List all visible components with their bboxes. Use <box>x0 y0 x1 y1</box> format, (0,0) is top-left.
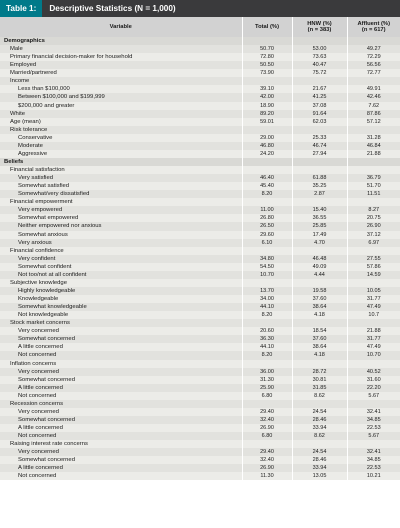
table-row <box>0 166 400 174</box>
hnw-value: 4.44 <box>292 271 347 279</box>
row-label: Somewhat concerned <box>0 416 242 424</box>
section-row <box>0 158 400 166</box>
hnw-value: 24.54 <box>292 448 347 456</box>
table-row <box>0 448 400 456</box>
header-row <box>0 17 400 37</box>
hnw-value <box>292 37 347 45</box>
hnw-value: 27.94 <box>292 150 347 158</box>
affluent-value: 10.21 <box>347 472 400 480</box>
hnw-value: 62.03 <box>292 118 347 126</box>
table-row <box>0 222 400 230</box>
hnw-value <box>292 400 347 408</box>
header-hnw <box>292 17 347 37</box>
hnw-value: 28.72 <box>292 368 347 376</box>
affluent-value: 34.85 <box>347 456 400 464</box>
total-value: 59.01 <box>242 118 292 126</box>
row-label: Risk tolerance <box>0 126 242 134</box>
total-value: 26.80 <box>242 214 292 222</box>
table-row <box>0 319 400 327</box>
total-value: 44.10 <box>242 303 292 311</box>
row-label: Not concerned <box>0 472 242 480</box>
hnw-value: 25.85 <box>292 222 347 230</box>
header-affluent-label: Affluent (%) <box>357 20 391 27</box>
affluent-value <box>347 37 400 45</box>
table-row <box>0 384 400 392</box>
affluent-value: 6.97 <box>347 239 400 247</box>
affluent-value <box>347 279 400 287</box>
total-value <box>242 319 292 327</box>
row-label: A little concerned <box>0 424 242 432</box>
row-label: Somewhat satisfied <box>0 182 242 190</box>
affluent-value: 10.05 <box>347 287 400 295</box>
total-value: 32.40 <box>242 456 292 464</box>
total-value: 11.30 <box>242 472 292 480</box>
affluent-value: 31.77 <box>347 295 400 303</box>
hnw-value: 13.05 <box>292 472 347 480</box>
total-value: 29.00 <box>242 134 292 142</box>
affluent-value <box>347 126 400 134</box>
table-number: Table 1: <box>0 0 42 17</box>
hnw-value <box>292 440 347 448</box>
total-value: 32.40 <box>242 416 292 424</box>
row-label: Not knowledgeable <box>0 311 242 319</box>
row-label: Somewhat/very dissatisfied <box>0 190 242 198</box>
total-value <box>242 279 292 287</box>
total-value: 89.20 <box>242 110 292 118</box>
total-value: 24.20 <box>242 150 292 158</box>
total-value: 29.60 <box>242 231 292 239</box>
table-title: Descriptive Statistics (N = 1,000) <box>49 4 176 13</box>
affluent-value: 46.84 <box>347 142 400 150</box>
hnw-value: 2.87 <box>292 190 347 198</box>
total-value: 20.60 <box>242 327 292 335</box>
hnw-value: 41.25 <box>292 93 347 101</box>
table-row <box>0 424 400 432</box>
table-row <box>0 376 400 384</box>
row-label: A little concerned <box>0 384 242 392</box>
table-row <box>0 45 400 53</box>
table-row <box>0 93 400 101</box>
total-value: 39.10 <box>242 85 292 93</box>
row-label: White <box>0 110 242 118</box>
hnw-value <box>292 360 347 368</box>
total-value: 10.70 <box>242 271 292 279</box>
row-label: Very confident <box>0 255 242 263</box>
row-label: Demographics <box>0 37 242 45</box>
affluent-value: 8.27 <box>347 206 400 214</box>
hnw-value <box>292 279 347 287</box>
total-value: 13.70 <box>242 287 292 295</box>
total-value <box>242 440 292 448</box>
affluent-value: 5.67 <box>347 432 400 440</box>
table-row <box>0 61 400 69</box>
table-row <box>0 231 400 239</box>
table-row <box>0 408 400 416</box>
row-label: Inflation concerns <box>0 360 242 368</box>
hnw-value: 75.72 <box>292 69 347 77</box>
row-label: Moderate <box>0 142 242 150</box>
affluent-value <box>347 158 400 166</box>
row-label: Male <box>0 45 242 53</box>
affluent-value: 42.46 <box>347 93 400 101</box>
row-label: Not concerned <box>0 351 242 359</box>
hnw-value <box>292 77 347 85</box>
hnw-value: 8.62 <box>292 432 347 440</box>
row-label: Raising interest rate concerns <box>0 440 242 448</box>
hnw-value: 38.64 <box>292 343 347 351</box>
total-value: 44.10 <box>242 343 292 351</box>
affluent-value: 57.86 <box>347 263 400 271</box>
hnw-value: 37.08 <box>292 102 347 110</box>
row-label: Somewhat concerned <box>0 335 242 343</box>
hnw-value: 4.18 <box>292 311 347 319</box>
total-value: 73.90 <box>242 69 292 77</box>
hnw-value: 28.46 <box>292 416 347 424</box>
hnw-value: 8.62 <box>292 392 347 400</box>
hnw-value: 21.67 <box>292 85 347 93</box>
row-label: Financial confidence <box>0 247 242 255</box>
table-row <box>0 311 400 319</box>
table-row <box>0 295 400 303</box>
hnw-value: 33.94 <box>292 424 347 432</box>
row-label: Very concerned <box>0 408 242 416</box>
hnw-value <box>292 247 347 255</box>
row-label: A little concerned <box>0 464 242 472</box>
table-row <box>0 134 400 142</box>
hnw-value: 28.46 <box>292 456 347 464</box>
total-value: 11.00 <box>242 206 292 214</box>
row-label: Financial satisfaction <box>0 166 242 174</box>
total-value: 6.80 <box>242 392 292 400</box>
hnw-value <box>292 166 347 174</box>
total-value <box>242 198 292 206</box>
row-label: Somewhat concerned <box>0 456 242 464</box>
table-row <box>0 190 400 198</box>
hnw-value: 15.40 <box>292 206 347 214</box>
row-label: Financial empowerment <box>0 198 242 206</box>
total-value: 8.20 <box>242 351 292 359</box>
affluent-value <box>347 400 400 408</box>
affluent-value <box>347 198 400 206</box>
row-label: Somewhat empowered <box>0 214 242 222</box>
table-row <box>0 368 400 376</box>
affluent-value: 72.29 <box>347 53 400 61</box>
total-value <box>242 158 292 166</box>
row-label: Aggressive <box>0 150 242 158</box>
total-value: 6.80 <box>242 432 292 440</box>
row-label: Somewhat anxious <box>0 231 242 239</box>
row-label: Very concerned <box>0 368 242 376</box>
hnw-value: 4.18 <box>292 351 347 359</box>
affluent-value <box>347 166 400 174</box>
row-label: Between $100,000 and $199,999 <box>0 93 242 101</box>
hnw-value: 4.70 <box>292 239 347 247</box>
affluent-value: 22.53 <box>347 424 400 432</box>
table-row <box>0 351 400 359</box>
affluent-value: 51.70 <box>347 182 400 190</box>
row-label: Highly knowledgeable <box>0 287 242 295</box>
table-row <box>0 239 400 247</box>
affluent-value: 14.59 <box>347 271 400 279</box>
affluent-value: 47.49 <box>347 343 400 351</box>
row-label: Subjective knowledge <box>0 279 242 287</box>
header-variable: Variable <box>0 17 242 37</box>
row-label: Very anxious <box>0 239 242 247</box>
total-value: 42.00 <box>242 93 292 101</box>
hnw-value: 49.09 <box>292 263 347 271</box>
total-value: 26.90 <box>242 424 292 432</box>
total-value: 46.80 <box>242 142 292 150</box>
affluent-value: 47.49 <box>347 303 400 311</box>
table-row <box>0 214 400 222</box>
total-value: 8.20 <box>242 311 292 319</box>
affluent-value: 36.79 <box>347 174 400 182</box>
row-label: Stock market concerns <box>0 319 242 327</box>
statistics-table <box>0 17 400 480</box>
total-value: 46.40 <box>242 174 292 182</box>
affluent-value: 34.85 <box>347 416 400 424</box>
table-row <box>0 247 400 255</box>
table-row <box>0 53 400 61</box>
row-label: Very concerned <box>0 327 242 335</box>
row-label: Knowledgeable <box>0 295 242 303</box>
total-value: 25.90 <box>242 384 292 392</box>
table-row <box>0 271 400 279</box>
total-value: 29.40 <box>242 448 292 456</box>
header-total: Total (%) <box>242 17 292 37</box>
affluent-value: 10.7 <box>347 311 400 319</box>
total-value: 26.50 <box>242 222 292 230</box>
hnw-value: 17.49 <box>292 231 347 239</box>
table-row <box>0 174 400 182</box>
total-value <box>242 400 292 408</box>
hnw-value: 46.48 <box>292 255 347 263</box>
row-label: Primary financial decision-maker for household <box>0 53 242 61</box>
table-row <box>0 360 400 368</box>
hnw-value: 38.64 <box>292 303 347 311</box>
affluent-value: 10.70 <box>347 351 400 359</box>
total-value <box>242 166 292 174</box>
table-row <box>0 327 400 335</box>
affluent-value: 31.77 <box>347 335 400 343</box>
affluent-value <box>347 360 400 368</box>
row-label: Neither empowered nor anxious <box>0 222 242 230</box>
table-row <box>0 102 400 110</box>
hnw-value: 25.33 <box>292 134 347 142</box>
row-label: Married/partnered <box>0 69 242 77</box>
table-body <box>0 37 400 480</box>
row-label: Somewhat confident <box>0 263 242 271</box>
row-label: Not concerned <box>0 392 242 400</box>
row-label: Somewhat knowledgeable <box>0 303 242 311</box>
header-affluent-n: (n = 617) <box>361 27 386 33</box>
hnw-value: 61.88 <box>292 174 347 182</box>
table-row <box>0 343 400 351</box>
table-row <box>0 432 400 440</box>
row-label: Less than $100,000 <box>0 85 242 93</box>
affluent-value: 21.88 <box>347 327 400 335</box>
total-value: 29.40 <box>242 408 292 416</box>
hnw-value: 33.94 <box>292 464 347 472</box>
row-label: Beliefs <box>0 158 242 166</box>
affluent-value: 49.91 <box>347 85 400 93</box>
row-label: Somewhat concerned <box>0 376 242 384</box>
total-value: 31.30 <box>242 376 292 384</box>
total-value <box>242 360 292 368</box>
affluent-value: 40.52 <box>347 368 400 376</box>
total-value: 45.40 <box>242 182 292 190</box>
table-row <box>0 456 400 464</box>
table-row <box>0 110 400 118</box>
table-row <box>0 400 400 408</box>
hnw-value <box>292 319 347 327</box>
total-value: 8.20 <box>242 190 292 198</box>
hnw-value: 19.58 <box>292 287 347 295</box>
affluent-value <box>347 440 400 448</box>
hnw-value: 91.64 <box>292 110 347 118</box>
section-row <box>0 37 400 45</box>
table-row <box>0 287 400 295</box>
row-label: Not concerned <box>0 432 242 440</box>
header-hnw-n: (n = 383) <box>307 27 332 33</box>
header-hnw-label: HNW (%) <box>307 20 332 27</box>
affluent-value: 32.41 <box>347 408 400 416</box>
affluent-value: 56.56 <box>347 61 400 69</box>
table-row <box>0 69 400 77</box>
table-caption <box>0 0 400 17</box>
affluent-value: 22.20 <box>347 384 400 392</box>
row-label: Not too/not at all confident <box>0 271 242 279</box>
affluent-value: 22.53 <box>347 464 400 472</box>
affluent-value: 49.27 <box>347 45 400 53</box>
affluent-value: 21.88 <box>347 150 400 158</box>
row-label: $200,000 and greater <box>0 102 242 110</box>
table-row <box>0 303 400 311</box>
row-label: Very satisfied <box>0 174 242 182</box>
total-value: 72.80 <box>242 53 292 61</box>
hnw-value: 37.60 <box>292 335 347 343</box>
row-label: Conservative <box>0 134 242 142</box>
total-value: 26.90 <box>242 464 292 472</box>
affluent-value: 7.62 <box>347 102 400 110</box>
row-label: A little concerned <box>0 343 242 351</box>
table-row <box>0 77 400 85</box>
hnw-value <box>292 126 347 134</box>
hnw-value: 40.47 <box>292 61 347 69</box>
table-row <box>0 472 400 480</box>
table-row <box>0 85 400 93</box>
row-label: Very concerned <box>0 448 242 456</box>
affluent-value <box>347 77 400 85</box>
table-row <box>0 263 400 271</box>
hnw-value <box>292 198 347 206</box>
table-row <box>0 416 400 424</box>
affluent-value: 87.86 <box>347 110 400 118</box>
total-value: 6.10 <box>242 239 292 247</box>
affluent-value: 11.51 <box>347 190 400 198</box>
affluent-value: 26.90 <box>347 222 400 230</box>
table-row <box>0 118 400 126</box>
table-row <box>0 142 400 150</box>
total-value: 18.90 <box>242 102 292 110</box>
affluent-value: 72.77 <box>347 69 400 77</box>
hnw-value: 24.54 <box>292 408 347 416</box>
table-row <box>0 440 400 448</box>
hnw-value: 46.74 <box>292 142 347 150</box>
table-row <box>0 392 400 400</box>
hnw-value: 53.00 <box>292 45 347 53</box>
row-label: Income <box>0 77 242 85</box>
row-label: Very empowered <box>0 206 242 214</box>
table-row <box>0 198 400 206</box>
affluent-value: 57.12 <box>347 118 400 126</box>
hnw-value: 30.81 <box>292 376 347 384</box>
table-row <box>0 182 400 190</box>
total-value <box>242 126 292 134</box>
total-value: 34.80 <box>242 255 292 263</box>
affluent-value: 32.41 <box>347 448 400 456</box>
total-value <box>242 77 292 85</box>
row-label: Age (mean) <box>0 118 242 126</box>
total-value <box>242 247 292 255</box>
affluent-value: 37.12 <box>347 231 400 239</box>
affluent-value: 20.75 <box>347 214 400 222</box>
total-value: 50.70 <box>242 45 292 53</box>
total-value: 54.50 <box>242 263 292 271</box>
affluent-value <box>347 319 400 327</box>
affluent-value: 31.28 <box>347 134 400 142</box>
affluent-value: 31.60 <box>347 376 400 384</box>
row-label: Recession concerns <box>0 400 242 408</box>
affluent-value: 5.67 <box>347 392 400 400</box>
total-value: 36.30 <box>242 335 292 343</box>
hnw-value: 31.85 <box>292 384 347 392</box>
hnw-value: 36.55 <box>292 214 347 222</box>
table-row <box>0 126 400 134</box>
total-value: 50.50 <box>242 61 292 69</box>
table-row <box>0 150 400 158</box>
hnw-value: 73.63 <box>292 53 347 61</box>
hnw-value <box>292 158 347 166</box>
total-value: 36.00 <box>242 368 292 376</box>
table-row <box>0 206 400 214</box>
affluent-value <box>347 247 400 255</box>
header-affluent <box>347 17 400 37</box>
hnw-value: 35.25 <box>292 182 347 190</box>
table-row <box>0 335 400 343</box>
table-row <box>0 255 400 263</box>
table-row <box>0 464 400 472</box>
total-value <box>242 37 292 45</box>
total-value: 34.00 <box>242 295 292 303</box>
affluent-value: 27.55 <box>347 255 400 263</box>
table-row <box>0 279 400 287</box>
hnw-value: 37.60 <box>292 295 347 303</box>
hnw-value: 18.54 <box>292 327 347 335</box>
row-label: Employed <box>0 61 242 69</box>
